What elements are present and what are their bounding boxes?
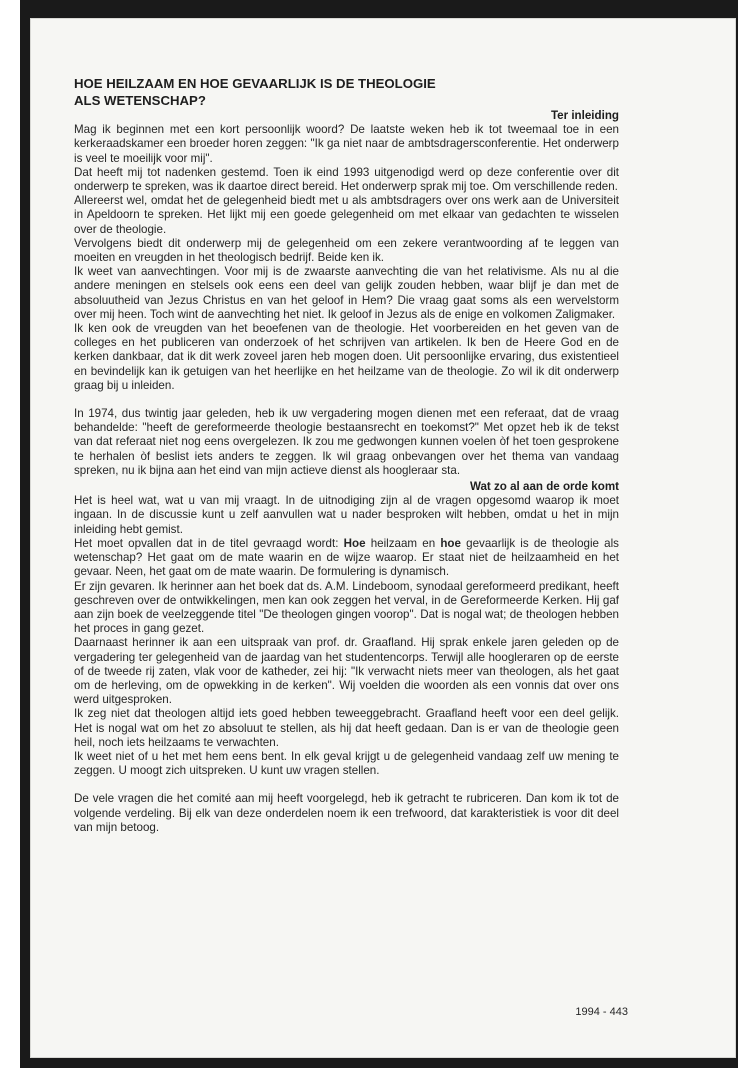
paragraph: Ik weet van aanvechtingen. Voor mij is de zwaarste aanvechting die van het relativisme. Als nu al die andere meningen en stelsels ook eens een deel van gelijk zouden hebben, waar blijf je dan met de absoluutheid van Jezus Christus en van het geloof in Hem? Die vraag gaat soms als een wervelstorm over mij heen. Toch wint de aanvechting het niet. Ik geloof in Jezus als de enige en volkomen Zaligmaker. (74, 265, 619, 321)
paragraph: Vervolgens biedt dit onderwerp mij de gelegenheid om een zekere verantwoording af te leggen van moeiten en vreugden in het theologisch bedrijf. Beide ken ik. (74, 236, 619, 265)
scan-border (0, 0, 20, 1068)
text-run: heilzaam en (365, 536, 441, 550)
paragraph: Ik weet niet of u het met hem eens bent. In elk geval krijgt u de gelegenheid vandaag zelf uw mening te zeggen. U moogt zich uitspreken. U kunt uw vragen stellen. (74, 749, 619, 778)
paragraph: In 1974, dus twintig jaar geleden, heb ik uw vergadering mogen dienen met een referaat, dat de vraag behandelde: "heeft de gereformeerde theologie bestaansrecht en toekomst?" Met opzet heb ik de tekst van dat referaat niet nog eens overgelezen. Ik zou me gedwongen kunnen voelen òf het toen gesprokene te herhalen òf beslist iets anders te zeggen. Ik wil graag onbevangen over het thema van vandaag spreken, nu ik bijna aan het eind van mijn actieve dienst als hoogleraar sta. (74, 407, 619, 477)
page-number: 1994 - 443 (575, 1006, 628, 1018)
section-heading-introduction: Ter inleiding (550, 109, 619, 122)
paragraph: Het is heel wat, wat u van mij vraagt. In de uitnodiging zijn al de vragen opgesomd waarop ik moet ingaan. In de discussie kunt u zelf aanvullen wat u nader besproken wilt hebben, omdat u het in mijn inleiding hebt gemist. (74, 494, 619, 536)
title-line-2: ALS WETENSCHAP? (74, 92, 206, 108)
paragraph: De vele vragen die het comité aan mij heeft voorgelegd, heb ik getracht te rubriceren. Dan kom ik tot de volgende verdeling. Bij elk van deze onderdelen noem ik een trefwoord, dat karakteristiek is voor dit deel van mijn betoog. (74, 792, 619, 834)
section-heading-topics: Wat zo al aan de orde komt (469, 480, 619, 494)
paragraph: Dat heeft mij tot nadenken gestemd. Toen ik eind 1993 uitgenodigd werd op deze conferentie over dit onderwerp te spreken, was ik daartoe direct bereid. Het onderwerp sprak mij toe. Om verschillende reden. (74, 165, 619, 194)
article-body (74, 76, 619, 835)
paragraph: Allereerst wel, omdat het de gelegenheid biedt met u als ambtsdragers over ons werk aan de Universiteit in Apeldoorn te spreken. Het lijkt mij een goede gelegenheid om met elkaar van gedachten te wisselen over de theologie. (74, 194, 619, 236)
paragraph: Ik ken ook de vreugden van het beoefenen van de theologie. Het voorbereiden en het geven van de colleges en het publiceren van onderzoek of het schrijven van artikelen. Ik ben de Heere God en de kerken dankbaar, dat ik dit werk zoveel jaren heb mogen doen. Uit persoonlijke ervaring, dus existentieel en bevindelijk kan ik getuigen van het heerlijke en het heilzame van de theologie. Zo wil ik dit onderwerp graag bij u inleiden. (74, 322, 619, 392)
paragraph-title-emphasis (74, 537, 619, 580)
text-run: gevaarlijk is de theologie als wetenschap? Het gaat om de mate waarin en de wijze waarop. Er staat niet de heilzaamheid en het gevaar. Neen, het gaat om de mate waarin. De formulering is dynamisch. (74, 536, 619, 579)
paragraph: Er zijn gevaren. Ik herinner aan het boek dat ds. A.M. Lindeboom, synodaal gereformeerd predikant, heeft geschreven over de ontwikkelingen, men kan ook zeggen het verval, in de Gereformeerde Kerken. Hij gaf aan zijn boek de veelzeggende titel "De theologen gingen voorop". Dat is nogal wat; de theologen hebben het proces in gang gezet. (74, 579, 619, 636)
paragraph: Ik zeg niet dat theologen altijd iets goed hebben teweeggebracht. Graafland heeft voor een deel gelijk. Het is nogal wat om het zo absoluut te stellen, als hij dat heeft gedaan. Dan is er van de theologie geen heil, noch iets heilzaams te verwachten. (74, 707, 619, 749)
title-line-1: HOE HEILZAAM EN HOE GEVAARLIJK IS DE THEOLOGIE (74, 76, 436, 91)
bold-word: Hoe (343, 536, 366, 550)
paragraph: Daarnaast herinner ik aan een uitspraak van prof. dr. Graafland. Hij sprak enkele jaren geleden op de vergadering ter gelegenheid van de jaardag van het studentencorps. Terwijl alle hoogleraren op de eerste of de tweede rij zaten, vlak voor de katheder, zei hij: "Ik verwacht niets meer van theologen, als het gaat om de herleving, om de opwekking in de kerken". Wij voelden die woorden als een vonnis dat over ons werd uitgesproken. (74, 636, 619, 707)
bold-word: hoe (440, 536, 461, 550)
paragraph: Mag ik beginnen met een kort persoonlijk woord? De laatste weken heb ik tot tweemaal toe in een kerkeraadskamer een broeder horen zeggen: "Ik ga niet naar de ambtsdragersconferentie. Het onderwerp is veel te moeilijk voor mij". (74, 123, 619, 165)
text-run: Het moet opvallen dat in de titel gevraagd wordt: (74, 536, 344, 550)
scan-bottom-border (30, 1058, 738, 1068)
article-title (74, 76, 619, 109)
